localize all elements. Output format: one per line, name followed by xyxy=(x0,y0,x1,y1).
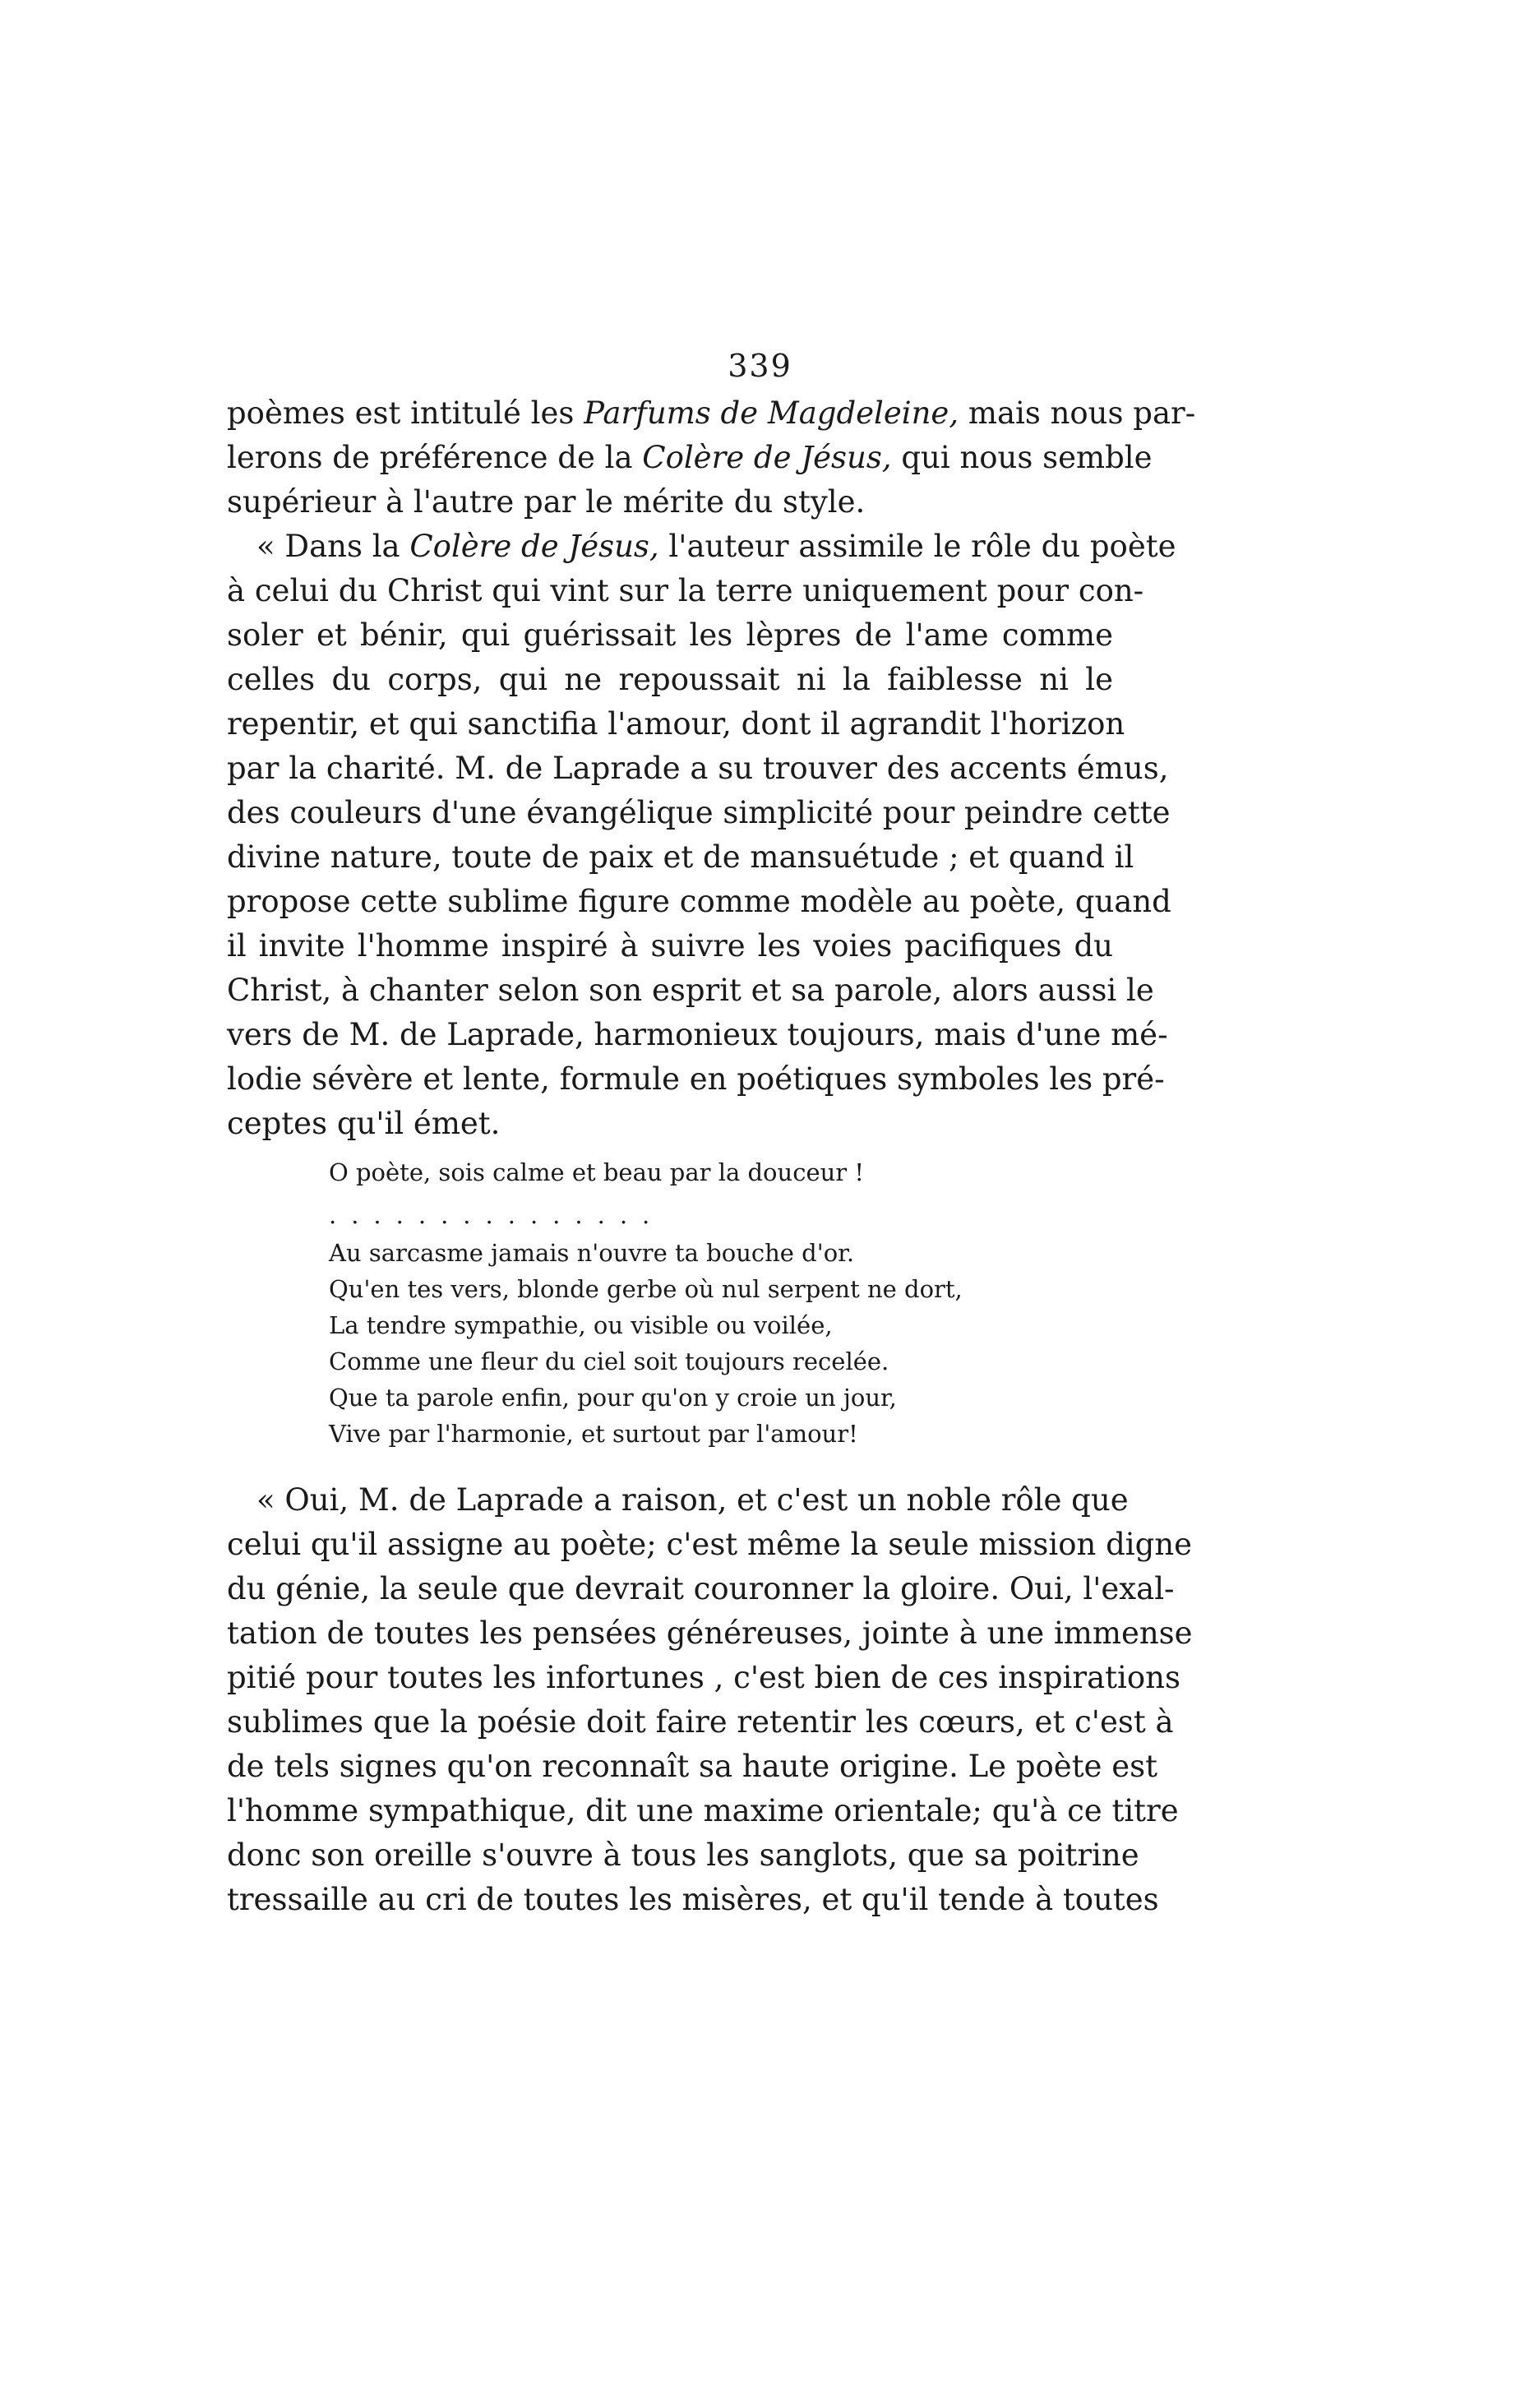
text-line: pitié pour toutes les infortunes , c'est bien de ces inspirations xyxy=(227,1660,1180,1695)
text-line: « Dans la Colère de Jésus, l'auteur assimile le rôle du poète xyxy=(256,529,1176,564)
text-line: lodie sévère et lente, formule en poétiques symboles les pré- xyxy=(227,1061,1165,1097)
text-block-lower xyxy=(227,1478,1193,1922)
poem-verse: O poète, sois calme et beau par la douceur ! xyxy=(329,1158,865,1186)
page-number: 339 xyxy=(728,348,792,384)
poem-ellipsis: ............... xyxy=(329,1201,665,1229)
poem-quotation xyxy=(329,1154,963,1452)
poem-verse: Au sarcasme jamais n'ouvre ta bouche d'or. xyxy=(329,1239,855,1267)
text-line: tressaille au cri de toutes les misères, et qu'il tende à toutes xyxy=(227,1882,1159,1917)
text-line: « Oui, M. de Laprade a raison, et c'est un noble rôle que xyxy=(256,1482,1129,1518)
text-line: soler et bénir, qui guérissait les lèpres de l'ame comme xyxy=(227,617,1113,653)
text-line: celui qu'il assigne au poète; c'est même la seule mission digne xyxy=(227,1527,1193,1562)
poem-verse: Vive par l'harmonie, et surtout par l'amour! xyxy=(329,1420,858,1448)
book-title: Parfums de Magdeleine, xyxy=(584,395,959,431)
text-line: par la charité. M. de Laprade a su trouver des accents émus, xyxy=(227,751,1169,786)
poem-verse: Que ta parole enfin, pour qu'on y croie un jour, xyxy=(329,1384,897,1412)
text-line: donc son oreille s'ouvre à tous les sanglots, que sa poitrine xyxy=(227,1837,1139,1873)
text-line: Christ, à chanter selon son esprit et sa parole, alors aussi le xyxy=(227,973,1154,1008)
text-line: sublimes que la poésie doit faire retentir les cœurs, et c'est à xyxy=(227,1704,1174,1740)
book-title: Colère de Jésus, xyxy=(642,440,892,475)
text-line: propose cette sublime figure comme modèle au poète, quand xyxy=(227,884,1171,919)
text-line: tation de toutes les pensées généreuses, jointe à une immense xyxy=(227,1615,1193,1651)
text-line: divine nature, toute de paix et de mansuétude ; et quand il xyxy=(227,839,1134,875)
text-line: poèmes est intitulé les Parfums de Magdeleine, mais nous par- xyxy=(227,395,1196,431)
text-line: l'homme sympathique, dit une maxime orientale; qu'à ce titre xyxy=(227,1793,1179,1828)
text-line: du génie, la seule que devrait couronner la gloire. Oui, l'exal- xyxy=(227,1571,1175,1606)
text-line: il invite l'homme inspiré à suivre les voies pacifiques du xyxy=(227,928,1113,964)
poem-verse: Comme une fleur du ciel soit toujours recelée. xyxy=(329,1347,889,1375)
text-block-upper xyxy=(227,391,1196,1146)
text-line: lerons de préférence de la Colère de Jésus, qui nous semble xyxy=(227,440,1153,475)
text-line: repentir, et qui sanctifia l'amour, dont il agrandit l'horizon xyxy=(227,706,1125,742)
poem-verse: Qu'en tes vers, blonde gerbe où nul serpent ne dort, xyxy=(329,1275,963,1303)
text-line: des couleurs d'une évangélique simplicité pour peindre cette xyxy=(227,795,1171,830)
text-line: ceptes qu'il émet. xyxy=(227,1106,501,1141)
text-line: de tels signes qu'on reconnaît sa haute origine. Le poète est xyxy=(227,1749,1157,1784)
text-line: supérieur à l'autre par le mérite du style. xyxy=(227,484,866,520)
text-line: vers de M. de Laprade, harmonieux toujours, mais d'une mé- xyxy=(227,1017,1168,1052)
text-line: celles du corps, qui ne repoussait ni la faiblesse ni le xyxy=(227,662,1113,697)
text-line: à celui du Christ qui vint sur la terre uniquement pour con- xyxy=(227,573,1144,608)
book-title: Colère de Jésus, xyxy=(409,529,659,564)
poem-verse: La tendre sympathie, ou visible ou voilée, xyxy=(329,1311,833,1339)
